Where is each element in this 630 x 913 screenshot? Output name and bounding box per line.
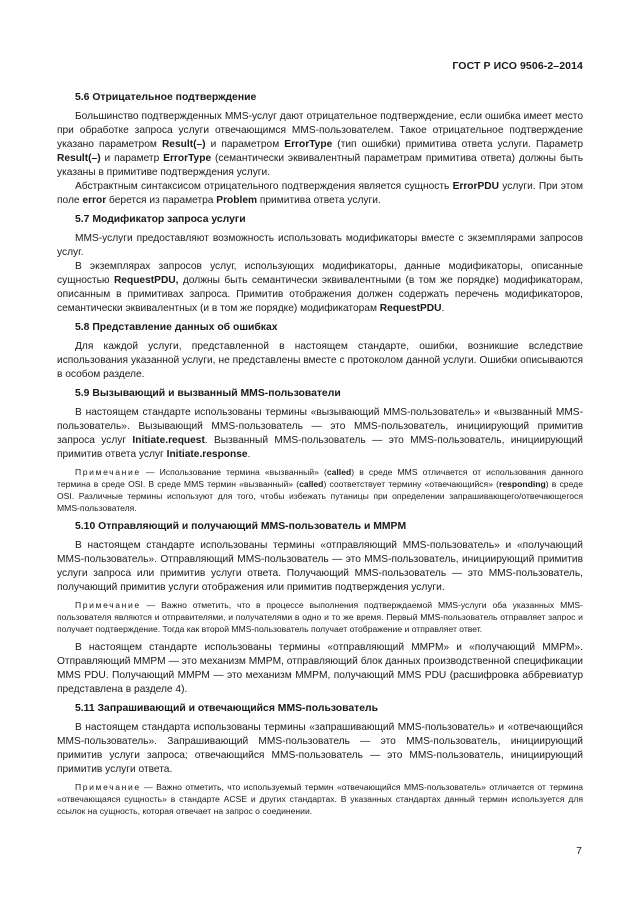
page-number: 7 <box>576 845 582 857</box>
section-title: 5.10 Отправляющий и получающий MMS-пользователь и MMPM <box>75 521 407 532</box>
note: Примечание — Важно отметить, что в процессе выполнения подтверждаемой MMS-услуги оба указанных MMS-пользователя являются и отправителями, и получателями в одно и то же время. Первый MMS-пользователь отправляет запрос и получает подтверждение. Тогда как второй MMS-пользователь получает отображение и отправляет ответ. <box>57 600 583 634</box>
paragraph: В настоящем стандарте использованы термины «вызывающий MMS-пользователь» и «вызванный MMS-пользователь». Вызывающий MMS-пользователь — это MMS-пользователь, инициирующий примитив запроса услуг Initiate.request. Вызванный MMS-пользователь — это MMS-пользователь, инициирующий примитив ответа услуг Initiate.response. <box>57 407 583 460</box>
section-title: 5.11 Запрашивающий и отвечающийся MMS-пользователь <box>75 703 378 714</box>
paragraph: В настоящем стандарте использованы термины «отправляющий MMS-пользователь» и «получающий MMS-пользователь». Отправляющий MMS-пользователь — это MMS-пользователь, инициирующий примитив услуги запроса или примитив услуги ответа. Получающий MMS-пользователь — это MMS-пользователь, получающий примитив услуги отображения или примитив подтверждения услуги. <box>57 540 583 593</box>
document-header: ГОСТ Р ИСО 9506-2–2014 <box>452 60 583 72</box>
section-title: 5.9 Вызывающий и вызванный MMS-пользователи <box>75 388 341 399</box>
paragraph: MMS-услуги предоставляют возможность использовать модификаторы вместе с экземплярами запросов услуг. <box>57 233 583 258</box>
section-5-6 <box>57 91 583 208</box>
paragraph: В экземплярах запросов услуг, использующих модификаторы, данные модификаторы, описанные сущностью RequestPDU, должны быть семантически эквивалентными (в том же порядке) модификаторам, описанным в примитивах запроса. Примитив отображения должен содержать перечень модификаторов, семантически эквивалентных (и в том же порядке) модификаторам RequestPDU. <box>57 261 583 314</box>
section-title: 5.8 Представление данных об ошибках <box>75 322 278 333</box>
section-5-9 <box>57 387 583 514</box>
section-5-8 <box>57 321 583 382</box>
section-5-7 <box>57 213 583 316</box>
section-5-10 <box>57 520 583 697</box>
paragraph: Абстрактным синтаксисом отрицательного подтверждения является сущность ErrorPDU услуги. При этом поле error берется из параметра Problem примитива ответа услуги. <box>57 181 583 206</box>
document-body <box>57 91 583 823</box>
section-title: 5.7 Модификатор запроса услуги <box>75 214 246 225</box>
note: Примечание — Важно отметить, что используемый термин «отвечающийся MMS-пользователь» отличается от термина «отвечающаяся сущность» в стандарте ACSE и других стандартах. В указанных стандартах данный термин используется для ссылок на сущность, которая отвечает на запрос о соединении. <box>57 782 583 816</box>
section-5-11 <box>57 702 583 817</box>
note: Примечание — Использование термина «вызванный» (called) в среде MMS отличается от использования данного термина в среде OSI. В среде MMS термин «вызванный» (called) соответствует термину «отвечающийся» (responding) в среде OSI. Различные термины используют для того, чтобы избежать путаницы при определении запрашивающего/отвечающегося MMS-пользователя. <box>57 467 583 513</box>
paragraph: В настоящем стандарте использованы термины «отправляющий MMPM» и «получающий MMPM». Отправляющий MMPM — это механизм MMPM, отправляющий блок данных производственной спецификации MMS PDU. Получающий MMPM — это механизм MMPM, получающий MMS PDU (расшифровка аббревиатур представлена в разделе 4). <box>57 642 583 695</box>
paragraph: Большинство подтвержденных MMS-услуг дают отрицательное подтверждение, если ошибка имеет место при обработке запроса услуги отвечающимся MMS-пользователем. Такое отрицательное подтверждение указано параметром Result(–) и параметром ErrorType (тип ошибки) примитива ответа услуги. Параметр Result(–) и параметр ErrorType (семантически эквивалентный параметрам примитива ответа) должны быть указаны в примитиве подтверждения услуги. <box>57 111 583 178</box>
section-title: 5.6 Отрицательное подтверждение <box>75 92 257 103</box>
paragraph: В настоящем стандарта использованы термины «запрашивающий MMS-пользователь» и «отвечающийся MMS-пользователь». Запрашивающий MMS-пользователь — это MMS-пользователь, инициирующий примитив услуги запроса; отвечающийся MMS-пользователь — это MMS-пользователь, инициирующий примитив услуги ответа. <box>57 722 583 775</box>
paragraph: Для каждой услуги, представленной в настоящем стандарте, ошибки, возникшие вследствие использования указанной услуги, не представлены вместе с протоколом данной услуги. Ошибки описываются в особом разделе. <box>57 341 583 380</box>
